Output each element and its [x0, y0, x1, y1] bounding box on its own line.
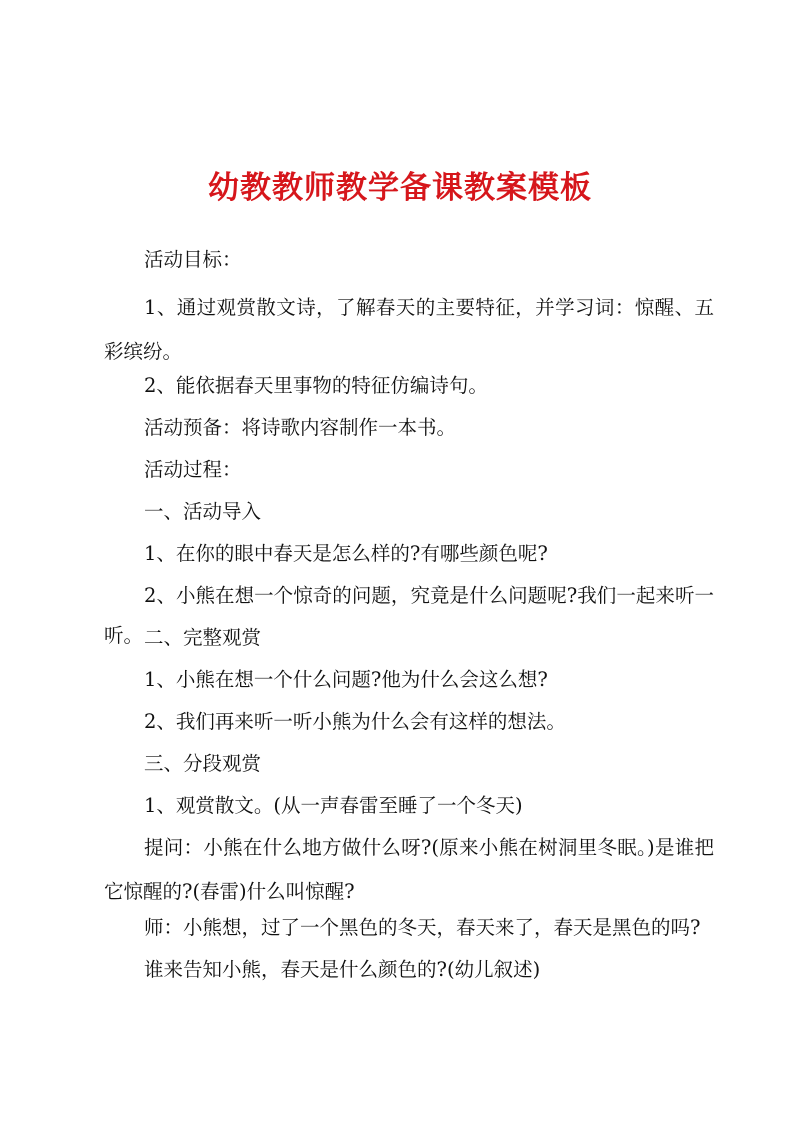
paragraph-goal-1: 1、通过观赏散文诗，了解春天的主要特征，并学习词：惊醒、五彩缤纷。 — [104, 296, 714, 363]
paragraph-full-appreciation-1: 1、小熊在想一个什么问题?他为什么会这么想? — [144, 668, 548, 691]
paragraph-goal-2: 2、能依据春天里事物的特征仿编诗句。 — [144, 374, 488, 397]
paragraph-full-appreciation-2: 2、我们再来听一听小熊为什么会有这样的想法。 — [144, 710, 566, 733]
paragraph-activity-preparation: 活动预备：将诗歌内容制作一本书。 — [144, 416, 457, 439]
section-heading-introduction: 一、活动导入 — [144, 500, 262, 523]
paragraph-intro-question-2: 2、小熊在想一个惊奇的问题，究竟是什么问题呢?我们一起来听一听。 — [104, 584, 714, 647]
section-heading-segment-appreciation: 三、分段观赏 — [144, 752, 262, 775]
paragraph-teacher-line: 师：小熊想，过了一个黑色的冬天，春天来了，春天是黑色的吗? — [144, 916, 701, 939]
paragraph-segment-appreciation-1: 1、观赏散文。(从一声春雷至睡了一个冬天) — [144, 794, 523, 817]
paragraph-child-description: 谁来告知小熊，春天是什么颜色的?(幼儿叙述) — [144, 958, 541, 981]
paragraph-intro-question-1: 1、在你的眼中春天是怎么样的?有哪些颜色呢? — [144, 542, 548, 565]
paragraph-question-prompt: 提问：小熊在什么地方做什么呀?(原来小熊在树洞里冬眠。)是谁把它惊醒的?(春雷)什么叫惊醒? — [104, 836, 714, 903]
paragraph-activity-goals-heading: 活动目标： — [144, 248, 242, 271]
paragraph-activity-process-heading: 活动过程： — [144, 458, 242, 481]
document-title: 幼教教师教学备课教案模板 — [208, 170, 592, 206]
section-heading-full-appreciation: 二、完整观赏 — [144, 626, 262, 649]
